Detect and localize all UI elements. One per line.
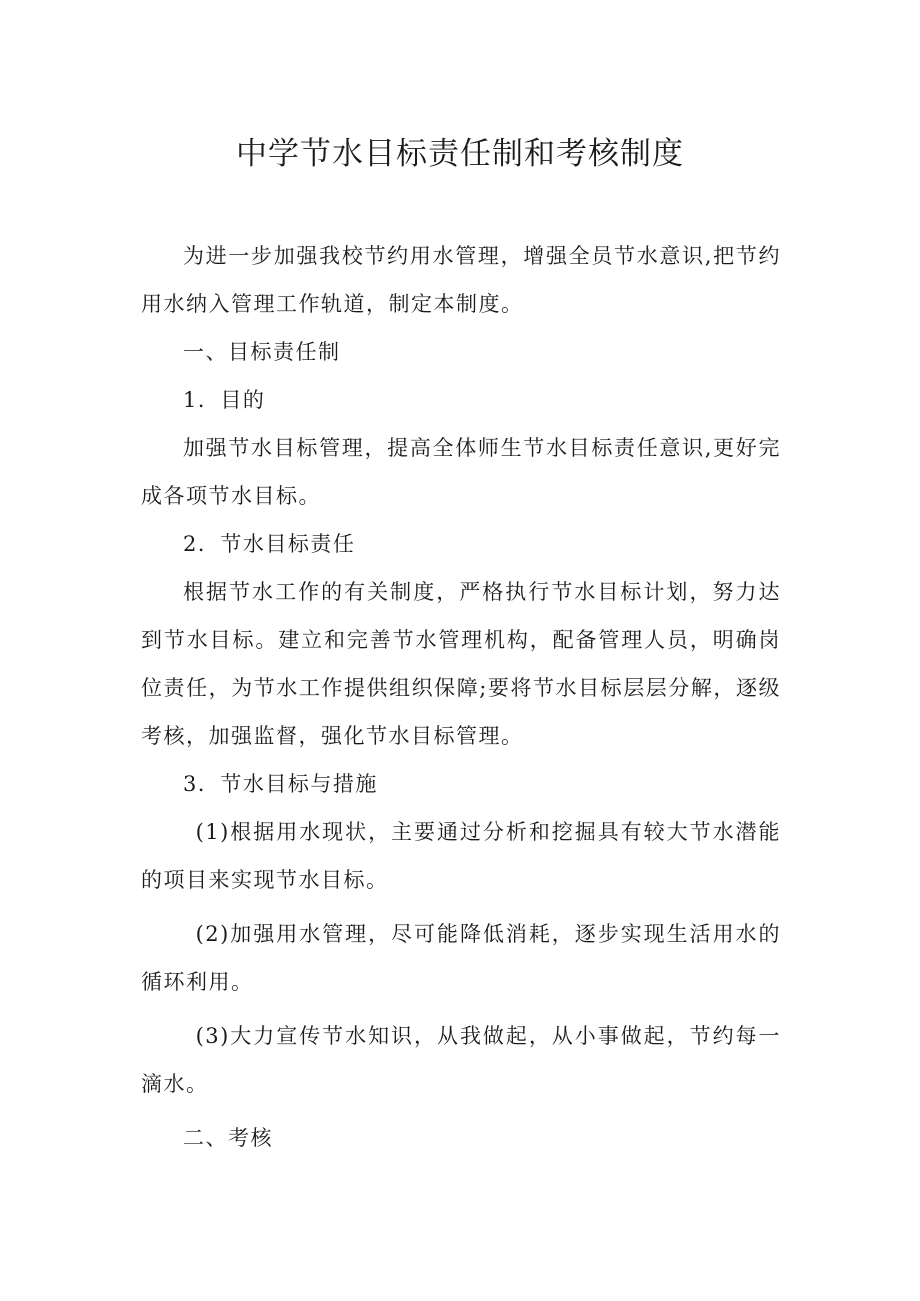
- measure-item-3: (3)大力宣传节水知识，从我做起，从小事做起，节约每一滴水。: [141, 1024, 781, 1096]
- section-heading-assessment: 二、考核: [183, 1126, 273, 1150]
- measure-item-1: (1)根据用水现状，主要通过分析和挖掘具有较大节水潜能的项目来实现节水目标。: [141, 820, 781, 892]
- document-title: 中学节水目标责任制和考核制度: [236, 136, 684, 172]
- paragraph-water-saving-responsibility: 根据节水工作的有关制度，严格执行节水目标计划，努力达到节水目标。建立和完善节水管理机构，配备管理人员，明确岗位责任，为节水工作提供组织保障;要将节水目标层层分解，逐级考核，加强监督，强化节水目标管理。: [141, 580, 781, 748]
- document-body: [141, 232, 781, 1162]
- paragraph-purpose: 加强节水目标管理，提高全体师生节水目标责任意识,更好完成各项节水目标。: [141, 436, 781, 508]
- measure-item-2: (2)加强用水管理，尽可能降低消耗，逐步实现生活用水的循环利用。: [141, 922, 781, 994]
- intro-paragraph: 为进一步加强我校节约用水管理，增强全员节水意识,把节约用水纳入管理工作轨道，制定本制度。: [141, 244, 781, 316]
- subheading-purpose: 1．目的: [183, 388, 266, 412]
- subheading-water-saving-responsibility: 2．节水目标责任: [183, 532, 356, 556]
- section-heading-responsibility: 一、目标责任制: [183, 340, 341, 364]
- subheading-targets-and-measures: 3．节水目标与措施: [183, 772, 378, 796]
